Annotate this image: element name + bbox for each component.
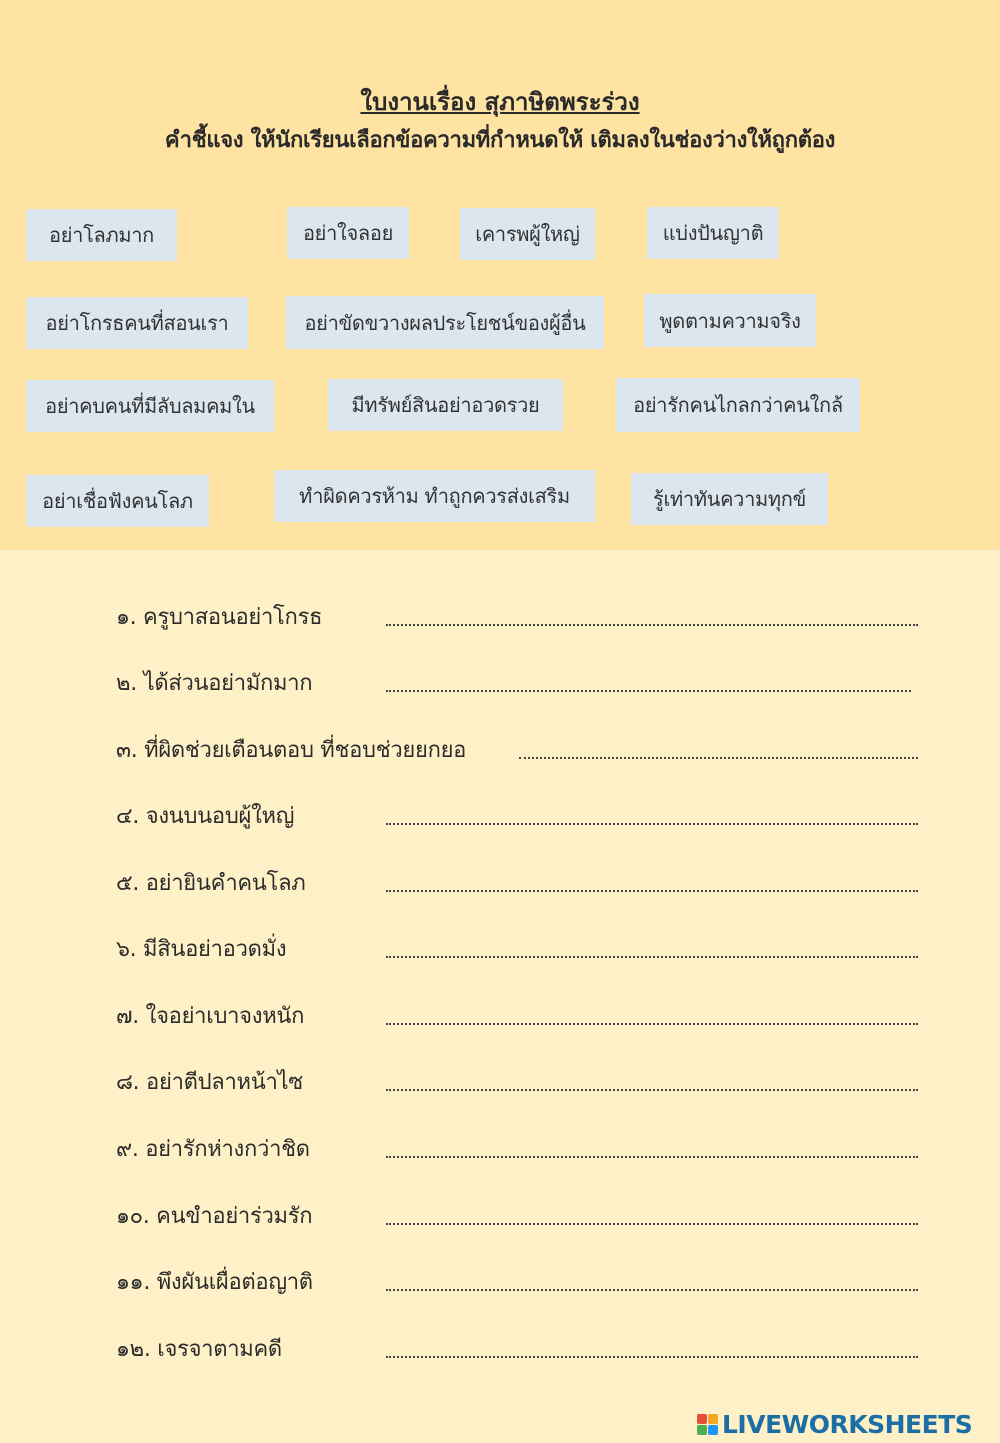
- worksheet-title: ใบงานเรื่อง สุภาษิตพระร่วง: [360, 88, 640, 116]
- question-text: ๔. จงนบนอบผู้ใหญ่: [116, 804, 295, 829]
- question-text: ๙. อย่ารักห่างกว่าชิด: [116, 1137, 310, 1162]
- question-text: ๑๑. พึงผันเผื่อต่อญาติ: [116, 1270, 313, 1295]
- question-row: [116, 1197, 921, 1237]
- option-chip[interactable]: ทำผิดควรห้าม ทำถูกควรส่งเสริม: [274, 470, 595, 522]
- answer-blank[interactable]: [386, 823, 918, 825]
- question-text: ๑๒. เจรจาตามคดี: [116, 1337, 282, 1362]
- liveworksheets-logo-icon: [697, 1414, 718, 1435]
- option-chip[interactable]: รู้เท่าทันความทุกข์: [631, 473, 828, 525]
- answer-blank[interactable]: [386, 1356, 918, 1358]
- question-row: [116, 1263, 921, 1303]
- option-chip[interactable]: พูดตามความจริง: [644, 294, 816, 347]
- option-chip[interactable]: อย่าเชื่อฟังคนโลภ: [26, 475, 209, 527]
- option-chip[interactable]: อย่าโกรธคนที่สอนเรา: [26, 297, 248, 349]
- question-text: ๑๐. คนขำอย่าร่วมรัก: [116, 1204, 313, 1229]
- option-chip[interactable]: มีทรัพย์สินอย่าอวดรวย: [328, 379, 563, 431]
- logo-text: LIVEWORKSHEETS: [722, 1409, 973, 1439]
- answer-blank[interactable]: [386, 1156, 918, 1158]
- question-text: ๕. อย่ายินคำคนโลภ: [116, 871, 306, 896]
- answer-blank[interactable]: [386, 1223, 918, 1225]
- question-text: ๓. ที่ผิดช่วยเตือนตอบ ที่ชอบช่วยยกยอ: [116, 738, 467, 763]
- option-chip[interactable]: แบ่งปันญาติ: [647, 207, 779, 259]
- question-row: [116, 1130, 921, 1170]
- liveworksheets-logo: [697, 1408, 972, 1440]
- question-text: ๑. ครูบาสอนอย่าโกรธ: [116, 605, 323, 630]
- option-chip[interactable]: อย่าคบคนที่มีลับลมคมใน: [26, 380, 274, 432]
- option-chip[interactable]: อย่าขัดขวางผลประโยชน์ของผู้อื่น: [286, 296, 604, 349]
- question-row: [116, 1330, 921, 1370]
- question-row: [116, 1063, 921, 1103]
- question-row: [116, 664, 921, 704]
- question-row: [116, 598, 921, 638]
- question-row: [116, 731, 921, 771]
- question-row: [116, 997, 921, 1037]
- question-row: [116, 930, 921, 970]
- option-chip[interactable]: อย่ารักคนไกลกว่าคนใกล้: [616, 378, 860, 432]
- question-text: ๘. อย่าตีปลาหน้าไซ: [116, 1070, 303, 1095]
- option-chip[interactable]: อย่าใจลอย: [287, 207, 409, 259]
- question-text: ๒. ได้ส่วนอย่ามักมาก: [116, 671, 313, 696]
- question-text: ๗. ใจอย่าเบาจงหนัก: [116, 1004, 305, 1029]
- answer-blank[interactable]: [386, 624, 918, 626]
- answer-blank[interactable]: [386, 1289, 918, 1291]
- option-chip[interactable]: อย่าโลภมาก: [26, 209, 177, 261]
- question-row: [116, 864, 921, 904]
- answer-blank[interactable]: [386, 1089, 918, 1091]
- question-row: [116, 797, 921, 837]
- answer-blank[interactable]: [519, 757, 918, 759]
- question-text: ๖. มีสินอย่าอวดมั่ง: [116, 937, 287, 962]
- answer-blank[interactable]: [386, 956, 918, 958]
- worksheet-instruction: คำชี้แจง ให้นักเรียนเลือกข้อความที่กำหนดให้ เติมลงในช่องว่างให้ถูกต้อง: [164, 128, 836, 153]
- answer-blank[interactable]: [386, 890, 918, 892]
- answer-blank[interactable]: [386, 690, 911, 692]
- option-chip[interactable]: เคารพผู้ใหญ่: [460, 208, 595, 260]
- answer-blank[interactable]: [386, 1023, 918, 1025]
